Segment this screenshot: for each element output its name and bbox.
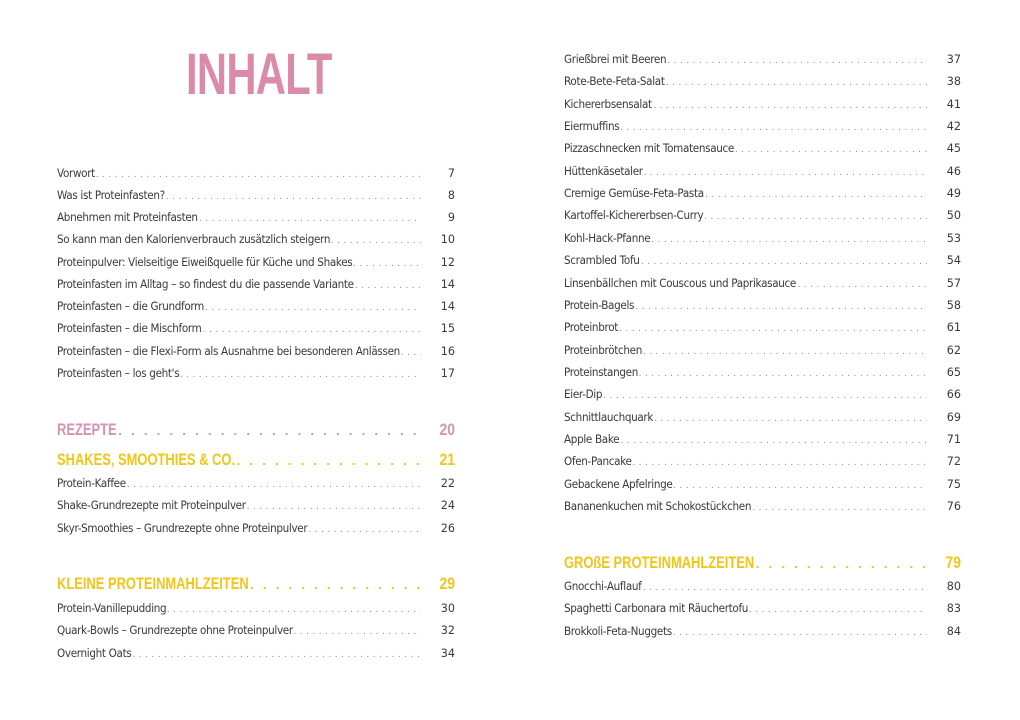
- leader-dots: [704, 212, 927, 225]
- toc-entry-page: 69: [946, 411, 961, 424]
- toc-entry-label: Cremige Gemüse-Feta-Pasta: [564, 187, 704, 200]
- leader-dots: [636, 302, 927, 315]
- leader-dots: [353, 259, 421, 272]
- leader-dots: [118, 425, 421, 442]
- leader-dots: [132, 650, 421, 663]
- toc-entry[interactable]: [564, 602, 961, 618]
- toc-entry[interactable]: [57, 602, 455, 618]
- toc-entry[interactable]: [564, 344, 961, 360]
- toc-entry[interactable]: [564, 388, 961, 404]
- right-page: [510, 0, 1020, 720]
- section-heading-label: KLEINE PROTEINMAHLZEITEN: [57, 574, 249, 593]
- toc-entry-label: Bananenkuchen mit Schokostückchen: [564, 500, 752, 513]
- toc-entry-label: Was ist Proteinfasten?: [57, 189, 165, 202]
- toc-entry-label: Pizzaschnecken mit Tomatensauce: [564, 142, 735, 155]
- toc-entry-page: 34: [440, 647, 455, 660]
- toc-entry[interactable]: [564, 187, 961, 203]
- leader-dots: [167, 605, 421, 618]
- toc-entry-label: Brokkoli-Feta-Nuggets: [564, 625, 672, 638]
- toc-entry-label: Eier-Dip: [564, 388, 603, 401]
- toc-entry-page: 83: [946, 602, 961, 615]
- toc-entry-label: Proteinbrötchen: [564, 344, 643, 357]
- leader-dots: [641, 257, 927, 270]
- page-title: INHALT: [186, 42, 332, 107]
- toc-entry-page: 22: [440, 477, 455, 490]
- leader-dots: [203, 325, 421, 338]
- toc-entry-label: Schnittlauchquark: [564, 411, 654, 424]
- toc-entry[interactable]: [57, 211, 455, 227]
- leader-dots: [752, 503, 927, 516]
- leader-dots: [643, 347, 927, 360]
- toc-entry-page: 58: [946, 299, 961, 312]
- toc-entry[interactable]: [57, 322, 455, 338]
- toc-entry[interactable]: [564, 98, 961, 114]
- toc-entry-page: 8: [447, 189, 455, 202]
- toc-entry-page: 26: [440, 522, 455, 535]
- leader-dots: [603, 391, 927, 404]
- toc-entry-label: Skyr-Smoothies – Grundrezepte ohne Proteinpulver: [57, 522, 308, 535]
- toc-entry[interactable]: [564, 478, 961, 494]
- toc-entry[interactable]: [57, 624, 455, 640]
- toc-entry[interactable]: [564, 232, 961, 248]
- leader-dots: [199, 214, 421, 227]
- toc-entry[interactable]: [57, 647, 455, 663]
- toc-entry-label: Hüttenkäsetaler: [564, 165, 643, 178]
- leader-dots: [673, 481, 927, 494]
- toc-entry[interactable]: [564, 299, 961, 315]
- leader-dots: [666, 78, 927, 91]
- toc-entry-page: 14: [440, 300, 455, 313]
- toc-entry[interactable]: [57, 499, 455, 515]
- toc-entry-label: Apple Bake: [564, 433, 620, 446]
- toc-entry-page: 30: [440, 602, 455, 615]
- toc-entry-label: Protein-Bagels: [564, 299, 635, 312]
- leader-dots: [250, 579, 421, 596]
- section-heading-page: 79: [945, 553, 961, 572]
- toc-entry-page: 54: [946, 254, 961, 267]
- leader-dots: [620, 123, 927, 136]
- toc-entry[interactable]: [564, 53, 961, 69]
- toc-entry-page: 46: [946, 165, 961, 178]
- leader-dots: [651, 235, 927, 248]
- toc-entry-page: 72: [946, 455, 961, 468]
- toc-entry-page: 50: [946, 209, 961, 222]
- toc-entry[interactable]: [564, 500, 961, 516]
- toc-entry-page: 7: [447, 167, 455, 180]
- leader-dots: [247, 502, 421, 515]
- leader-dots: [705, 190, 927, 203]
- toc-entry-page: 80: [946, 580, 961, 593]
- leader-dots: [667, 56, 927, 69]
- toc-entry-label: Grießbrei mit Beeren: [564, 53, 667, 66]
- toc-entry-page: 32: [440, 624, 455, 637]
- leader-dots: [293, 627, 421, 640]
- toc-entry-label: So kann man den Kalorienverbrauch zusätzlich steigern: [57, 233, 331, 246]
- leader-dots: [401, 348, 421, 361]
- leader-dots: [643, 583, 927, 596]
- section-heading-page: 29: [439, 574, 455, 593]
- toc-entry-label: Proteinfasten im Alltag – so findest du die passende Variante: [57, 278, 354, 291]
- toc-entry[interactable]: [564, 625, 961, 641]
- section-heading-page: 20: [439, 420, 455, 439]
- leader-dots: [643, 168, 927, 181]
- leader-dots: [673, 628, 927, 641]
- section-heading-page: 21: [439, 450, 455, 469]
- toc-entry-page: 45: [946, 142, 961, 155]
- toc-entry[interactable]: [57, 367, 455, 383]
- leader-dots: [309, 525, 421, 538]
- toc-entry-page: 75: [946, 478, 961, 491]
- toc-entry[interactable]: [57, 522, 455, 538]
- section-heading-kleine[interactable]: [57, 574, 455, 596]
- toc-entry[interactable]: [57, 345, 455, 361]
- section-heading-label: SHAKES, SMOOTHIES & CO.: [57, 450, 236, 469]
- leader-dots: [797, 280, 927, 293]
- toc-entry-page: 14: [440, 278, 455, 291]
- toc-entry[interactable]: [57, 300, 455, 316]
- toc-entry-page: 49: [946, 187, 961, 200]
- leader-dots: [355, 281, 421, 294]
- toc-entry-label: Proteinpulver: Vielseitige Eiweißquelle für Küche und Shakes: [57, 256, 353, 269]
- toc-entry-label: Spaghetti Carbonara mit Räuchertofu: [564, 602, 749, 615]
- section-heading-rezepte[interactable]: [57, 420, 455, 442]
- toc-entry[interactable]: [564, 209, 961, 225]
- toc-entry-page: 71: [946, 433, 961, 446]
- leader-dots: [331, 236, 421, 249]
- toc-entry-label: Gebackene Apfelringe: [564, 478, 673, 491]
- toc-entry-label: Scrambled Tofu: [564, 254, 640, 267]
- toc-entry-label: Kartoffel-Kichererbsen-Curry: [564, 209, 704, 222]
- toc-entry-label: Linsenbällchen mit Couscous und Paprikasauce: [564, 277, 797, 290]
- leader-dots: [632, 458, 927, 471]
- toc-entry-label: Overnight Oats: [57, 647, 132, 660]
- leader-dots: [236, 455, 421, 472]
- toc-entry[interactable]: [564, 142, 961, 158]
- toc-entry-label: Eiermuffins: [564, 120, 620, 133]
- toc-entry-label: Vorwort: [57, 167, 95, 180]
- toc-entry[interactable]: [57, 233, 455, 249]
- toc-entry-page: 57: [946, 277, 961, 290]
- toc-entry[interactable]: [57, 167, 455, 183]
- toc-entry-page: 24: [440, 499, 455, 512]
- toc-entry-page: 61: [946, 321, 961, 334]
- section-heading-label: GROßE PROTEINMAHLZEITEN: [564, 553, 755, 572]
- toc-entry-label: Quark-Bowls – Grundrezepte ohne Proteinpulver: [57, 624, 293, 637]
- toc-entry-page: 12: [440, 256, 455, 269]
- toc-entry-label: Proteinfasten – los geht's: [57, 367, 180, 380]
- toc-entry[interactable]: [564, 433, 961, 449]
- toc-entry-label: Shake-Grundrezepte mit Proteinpulver: [57, 499, 246, 512]
- toc-entry[interactable]: [564, 455, 961, 471]
- toc-entry-page: 41: [946, 98, 961, 111]
- leader-dots: [639, 369, 927, 382]
- toc-entry-label: Protein-Kaffee: [57, 477, 126, 490]
- toc-entry-label: Kichererbsensalat: [564, 98, 652, 111]
- toc-entry-label: Gnocchi-Auflauf: [564, 580, 642, 593]
- leader-dots: [619, 324, 927, 337]
- toc-entry[interactable]: [57, 256, 455, 272]
- leader-dots: [621, 436, 927, 449]
- toc-entry-label: Ofen-Pancake: [564, 455, 632, 468]
- leader-dots: [653, 101, 927, 114]
- leader-dots: [205, 303, 421, 316]
- toc-entry-page: 37: [946, 53, 961, 66]
- toc-entry-page: 16: [440, 345, 455, 358]
- toc-entry-label: Rote-Bete-Feta-Salat: [564, 75, 665, 88]
- toc-entry-page: 10: [440, 233, 455, 246]
- leader-dots: [654, 414, 927, 427]
- toc-entry[interactable]: [57, 278, 455, 294]
- toc-entry[interactable]: [564, 366, 961, 382]
- toc-entry[interactable]: [57, 189, 455, 205]
- toc-entry-label: Proteinstangen: [564, 366, 638, 379]
- toc-entry[interactable]: [564, 411, 961, 427]
- toc-entry-label: Proteinbrot: [564, 321, 618, 334]
- toc-entry-page: 53: [946, 232, 961, 245]
- toc-entry-label: Proteinfasten – die Grundform: [57, 300, 204, 313]
- toc-entry[interactable]: [564, 580, 961, 596]
- toc-entry[interactable]: [57, 477, 455, 493]
- toc-entry-page: 65: [946, 366, 961, 379]
- toc-entry-page: 15: [440, 322, 455, 335]
- toc-entry-page: 42: [946, 120, 961, 133]
- toc-entry[interactable]: [564, 277, 961, 293]
- toc-entry-label: Abnehmen mit Proteinfasten: [57, 211, 198, 224]
- toc-entry-label: Protein-Vanillepudding: [57, 602, 167, 615]
- section-heading-grosse[interactable]: [564, 553, 961, 575]
- leader-dots: [749, 605, 927, 618]
- toc-entry-label: Proteinfasten – die Flexi-Form als Ausnahme bei besonderen Anlässen: [57, 345, 400, 358]
- toc-entry-page: 84: [946, 625, 961, 638]
- leader-dots: [735, 145, 927, 158]
- toc-entry-label: Kohl-Hack-Pfanne: [564, 232, 651, 245]
- toc-entry-page: 17: [440, 367, 455, 380]
- section-heading-shakes[interactable]: [57, 450, 455, 472]
- toc-entry-page: 76: [946, 500, 961, 513]
- leader-dots: [127, 480, 421, 493]
- toc-entry[interactable]: [564, 165, 961, 181]
- toc-entry[interactable]: [564, 75, 961, 91]
- toc-entry[interactable]: [564, 254, 961, 270]
- toc-entry[interactable]: [564, 120, 961, 136]
- toc-entry[interactable]: [564, 321, 961, 337]
- section-heading-label: REZEPTE: [57, 420, 117, 439]
- toc-entry-page: 66: [946, 388, 961, 401]
- toc-entry-page: 9: [447, 211, 455, 224]
- leader-dots: [180, 370, 421, 383]
- toc-entry-page: 62: [946, 344, 961, 357]
- leader-dots: [756, 558, 928, 575]
- toc-entry-label: Proteinfasten – die Mischform: [57, 322, 202, 335]
- leader-dots: [96, 170, 421, 183]
- toc-entry-page: 38: [946, 75, 961, 88]
- leader-dots: [166, 192, 421, 205]
